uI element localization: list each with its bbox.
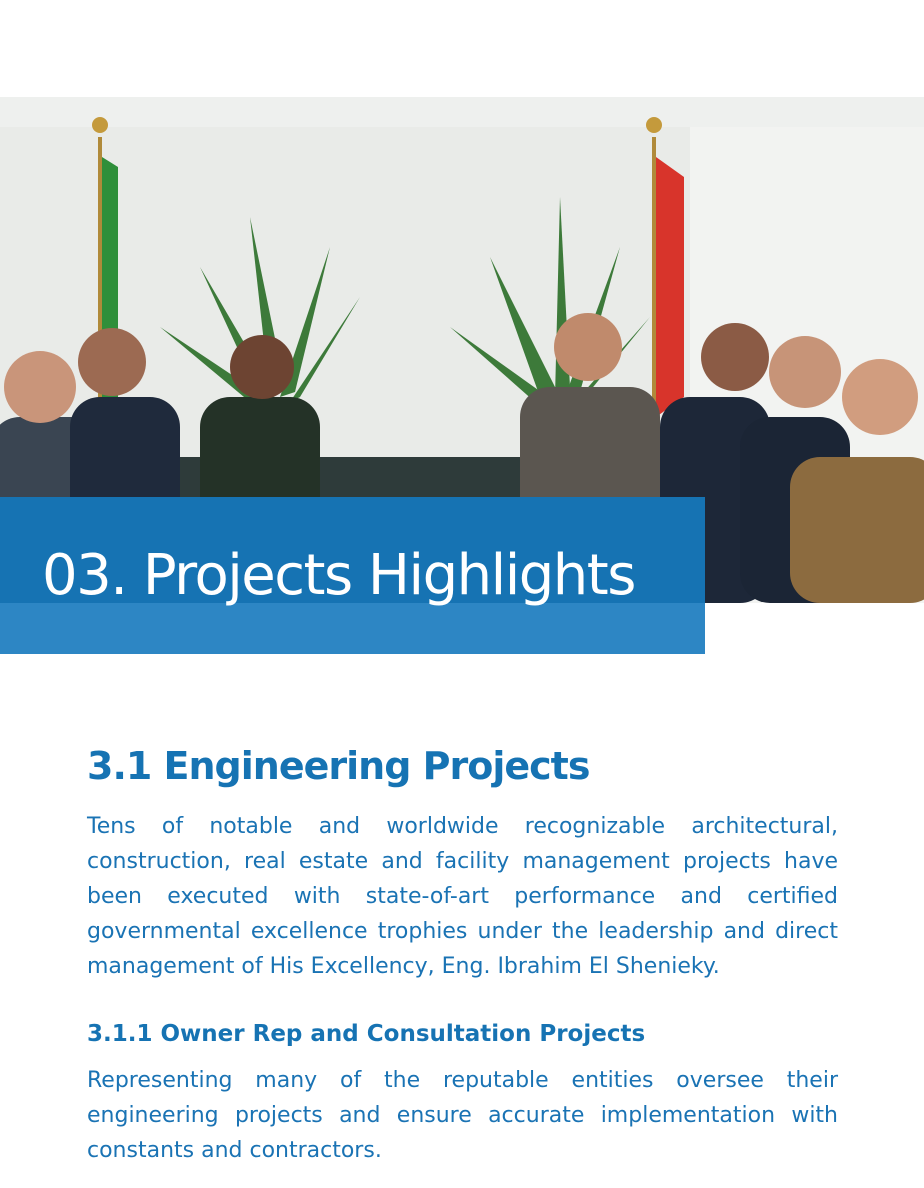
content	[87, 738, 838, 1168]
page-title: 03. Projects Highlights	[42, 543, 635, 608]
subsection-paragraph: Representing many of the reputable entities oversee their engineering projects and ensure accurate implementation with constants and contractors.	[87, 1068, 838, 1163]
section-paragraph: Tens of notable and worldwide recognizable architectural, construction, real estate and facility management projects have been executed with state-of-art performance and certified governmental excellence trophies under the leadership and direct management of His Excellency, Eng. Ibrahim El Shenieky.	[87, 814, 838, 979]
section-heading: 3.1 Engineering Projects	[87, 744, 590, 788]
subsection-heading: 3.1.1 Owner Rep and Consultation Projects	[87, 1021, 646, 1047]
